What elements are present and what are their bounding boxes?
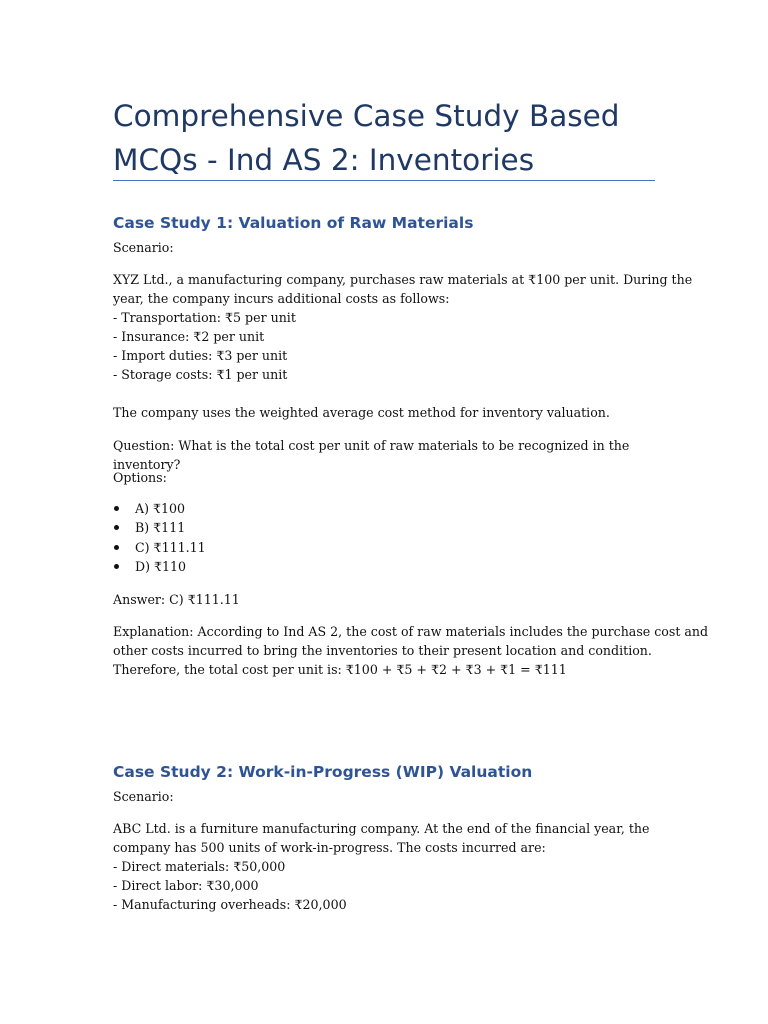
case1-heading: Case Study 1: Valuation of Raw Materials — [113, 214, 474, 232]
case2-cost-direct-labor: - Direct labor: ₹30,000 — [113, 878, 259, 893]
option-a: A) ₹100 — [113, 499, 206, 518]
option-d: D) ₹110 — [113, 557, 206, 576]
case2-heading: Case Study 2: Work-in-Progress (WIP) Valuation — [113, 763, 533, 781]
case1-question: Question: What is the total cost per unit of raw materials to be recognized in the inventory? — [113, 438, 630, 472]
case1-method: The company uses the weighted average cost method for inventory valuation. — [113, 405, 610, 420]
case1-scenario-text — [113, 270, 693, 384]
case1-intro-line1: XYZ Ltd., a manufacturing company, purchases raw materials at ₹100 per unit. During the — [113, 272, 693, 287]
case1-answer: Answer: C) ₹111.11 — [113, 592, 240, 607]
case1-cost-insurance: - Insurance: ₹2 per unit — [113, 329, 265, 344]
case1-cost-storage: - Storage costs: ₹1 per unit — [113, 367, 288, 382]
case2-intro-line2: company has 500 units of work-in-progress. The costs incurred are: — [113, 840, 546, 855]
case1-explanation-line2: other costs incurred to bring the inventories to their present location and condition. — [113, 643, 652, 658]
case1-options-label: Options: — [113, 470, 167, 485]
option-b: B) ₹111 — [113, 518, 206, 537]
option-c: C) ₹111.11 — [113, 538, 206, 557]
case1-explanation — [113, 622, 709, 679]
case2-scenario-text — [113, 819, 673, 914]
case2-cost-direct-materials: - Direct materials: ₹50,000 — [113, 859, 286, 874]
case2-cost-overheads: - Manufacturing overheads: ₹20,000 — [113, 897, 347, 912]
case1-scenario-label: Scenario: — [113, 240, 174, 255]
case1-intro-line2: year, the company incurs additional costs as follows: — [113, 291, 450, 306]
case2-scenario-label: Scenario: — [113, 789, 174, 804]
title-underline — [113, 180, 655, 181]
case1-options-list — [113, 499, 206, 576]
document-title: Comprehensive Case Study Based MCQs - Ind AS 2: Inventories — [113, 99, 620, 177]
case2-intro-line1: ABC Ltd. is a furniture manufacturing company. At the end of the financial year, the — [113, 821, 650, 836]
case1-explanation-line1: Explanation: According to Ind AS 2, the cost of raw materials includes the purchase cost and — [113, 624, 709, 639]
case1-cost-transportation: - Transportation: ₹5 per unit — [113, 310, 296, 325]
case1-cost-import-duties: - Import duties: ₹3 per unit — [113, 348, 288, 363]
case1-explanation-line3: Therefore, the total cost per unit is: ₹100 + ₹5 + ₹2 + ₹3 + ₹1 = ₹111 — [113, 662, 567, 677]
